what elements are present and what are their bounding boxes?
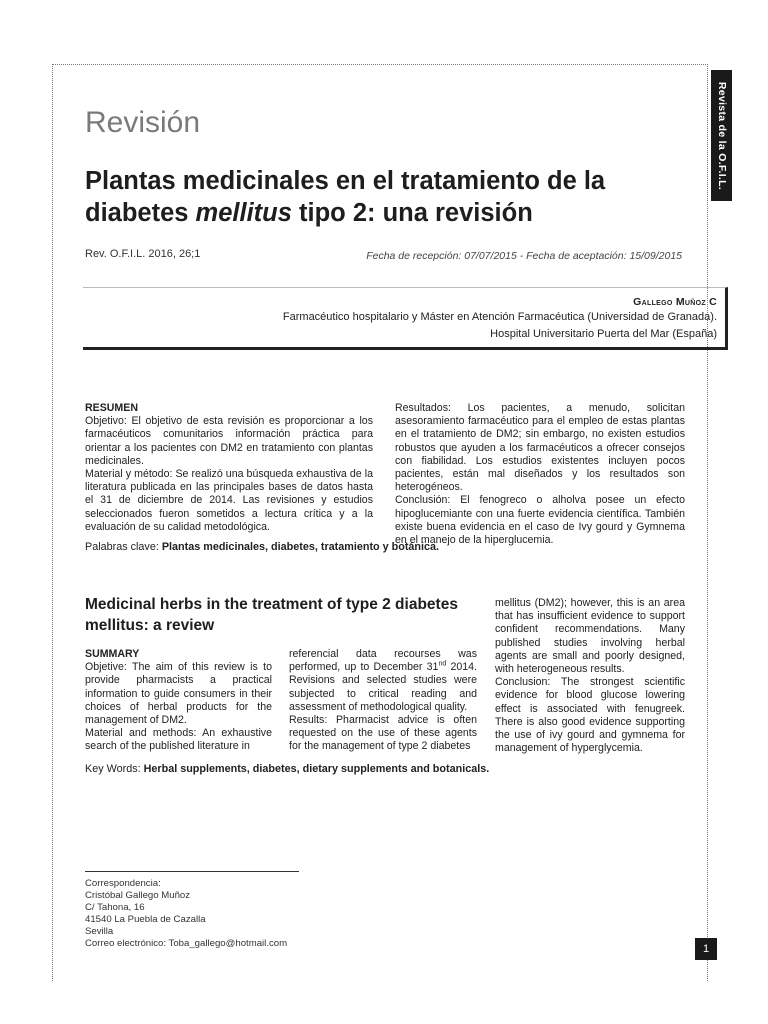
resumen-conclusion: Conclusión: El fenogreco o alholva posee un efecto hipoglucemiante con una fuerte evidencia científica. También existe buena evidencia en el caso de Ivy gourd y Gymnema en el manejo de la hiperglucemia. (395, 494, 685, 547)
summary-sup: nd (438, 660, 447, 668)
summary-conclusion: Conclusion: The strongest scientific evidence for blood glucose lowering effect is associated with fenugreek. There is also good evidence supporting the use of ivy gourd and gymnema for management of hyperglycemia. (495, 676, 685, 755)
correspondence-email: Correo electrónico: Toba_gallego@hotmail.com (85, 938, 288, 950)
english-title: Medicinal herbs in the treatment of type 2 diabetes mellitus: a review (85, 596, 458, 634)
correspondence-city: 41540 La Puebla de Cazalla (85, 914, 206, 926)
reception-dates: Fecha de recepción: 07/07/2015 - Fecha de aceptación: 15/09/2015 (366, 250, 682, 262)
resumen-resultados: Resultados: Los pacientes, a menudo, solicitan asesoramiento farmacéutico para el empleo de estas plantas en el tratamiento de DM2; sin embargo, no existen estudios robustos que ayuden a los farmacéuticos a ofrecer consejos con fiabilidad. Los estudios existentes incluyen pocos pacientes, están mal diseñados y los resultados son heterogéneos. (395, 402, 685, 494)
journal-name: Revista de la O.F.I.L. (715, 81, 728, 190)
summary-methods: Material and methods: An exhaustive search of the published literature in (85, 727, 272, 753)
summary-objective: Objetive: The aim of this review is to provide pharmacists a practical information to guide consumers in their choices of herbal products for the management of DM2. (85, 661, 272, 727)
resumen-objetivo: Objetivo: El objetivo de esta revisión es proporcionar a los farmacéuticos comunitarios información práctica para orientar a los pacientes con DM2 en tratamiento con plantas medicinales. (85, 415, 373, 467)
resumen-heading: RESUMEN (85, 402, 138, 414)
summary-column-3 (495, 597, 685, 755)
summary-methods-cont (289, 648, 477, 714)
page-number: 1 (695, 938, 717, 960)
keywords-en-value: Herbal supplements, diabetes, dietary supplements and botanicals. (143, 763, 490, 775)
keywords-es-value: Plantas medicinales, diabetes, tratamiento y botánica. (161, 541, 440, 553)
title-part2: tipo 2: una revisión (291, 199, 533, 227)
title-italic: mellitus (195, 199, 292, 227)
correspondence-street: C/ Tahona, 16 (85, 902, 145, 914)
section-label: Revisión (85, 106, 201, 139)
summary-column-1 (85, 648, 272, 754)
page-frame-right (707, 64, 708, 981)
author-name: Gallego Muñoz C (633, 296, 717, 308)
page-frame-top (52, 64, 708, 65)
citation: Rev. O.F.I.L. 2016, 26;1 (85, 248, 201, 260)
summary-methods-text1: referencial data recourses was performed, up to December 31 (289, 648, 477, 674)
summary-results: Results: Pharmacist advice is often requested on the use of these agents for the management of type 2 diabetes (289, 714, 477, 753)
journal-side-tab (711, 70, 732, 201)
author-box (83, 287, 728, 350)
author-affiliation-1: Farmacéutico hospitalario y Máster en Atención Farmacéutica (Universidad de Granada). (282, 311, 717, 323)
summary-methods-text2: 2014. Revisions and selected studies were subjected to critical reading and assessment of methodological quality. (289, 661, 477, 713)
correspondence-rule (85, 871, 299, 872)
article-title (85, 165, 705, 229)
summary-heading: SUMMARY (85, 648, 140, 660)
keywords-en-label: Key Words: (85, 763, 144, 775)
resumen-left-column (85, 402, 373, 534)
author-affiliation-2: Hospital Universitario Puerta del Mar (España) (490, 328, 717, 340)
title-part1: Plantas medicinales en el tratamiento de la diabetes (85, 167, 606, 227)
correspondence-name: Cristóbal Gallego Muñoz (85, 890, 191, 902)
page-frame-left (52, 64, 53, 981)
correspondence-province: Sevilla (85, 926, 114, 938)
keywords-es-label: Palabras clave: (85, 541, 162, 553)
summary-results-cont: mellitus (DM2); however, this is an area that has insufficient evidence to support confident recommendations. Many published studies involving herbal agents are small and poorly designed, with heterogeneous results. (495, 597, 685, 676)
keywords-es (85, 541, 439, 553)
resumen-right-column (395, 402, 685, 547)
correspondence-block (85, 878, 287, 951)
keywords-en (85, 763, 489, 775)
correspondence-label: Correspondencia: (85, 878, 161, 889)
resumen-metodo: Material y método: Se realizó una búsqueda exhaustiva de la literatura publicada en las principales bases de datos hasta el 31 de diciembre de 2014. Las revisiones y estudios seleccionados fueron sometidos a lectura crítica y a la evaluación de su calidad metodológica. (85, 468, 373, 533)
summary-column-2 (289, 648, 477, 754)
